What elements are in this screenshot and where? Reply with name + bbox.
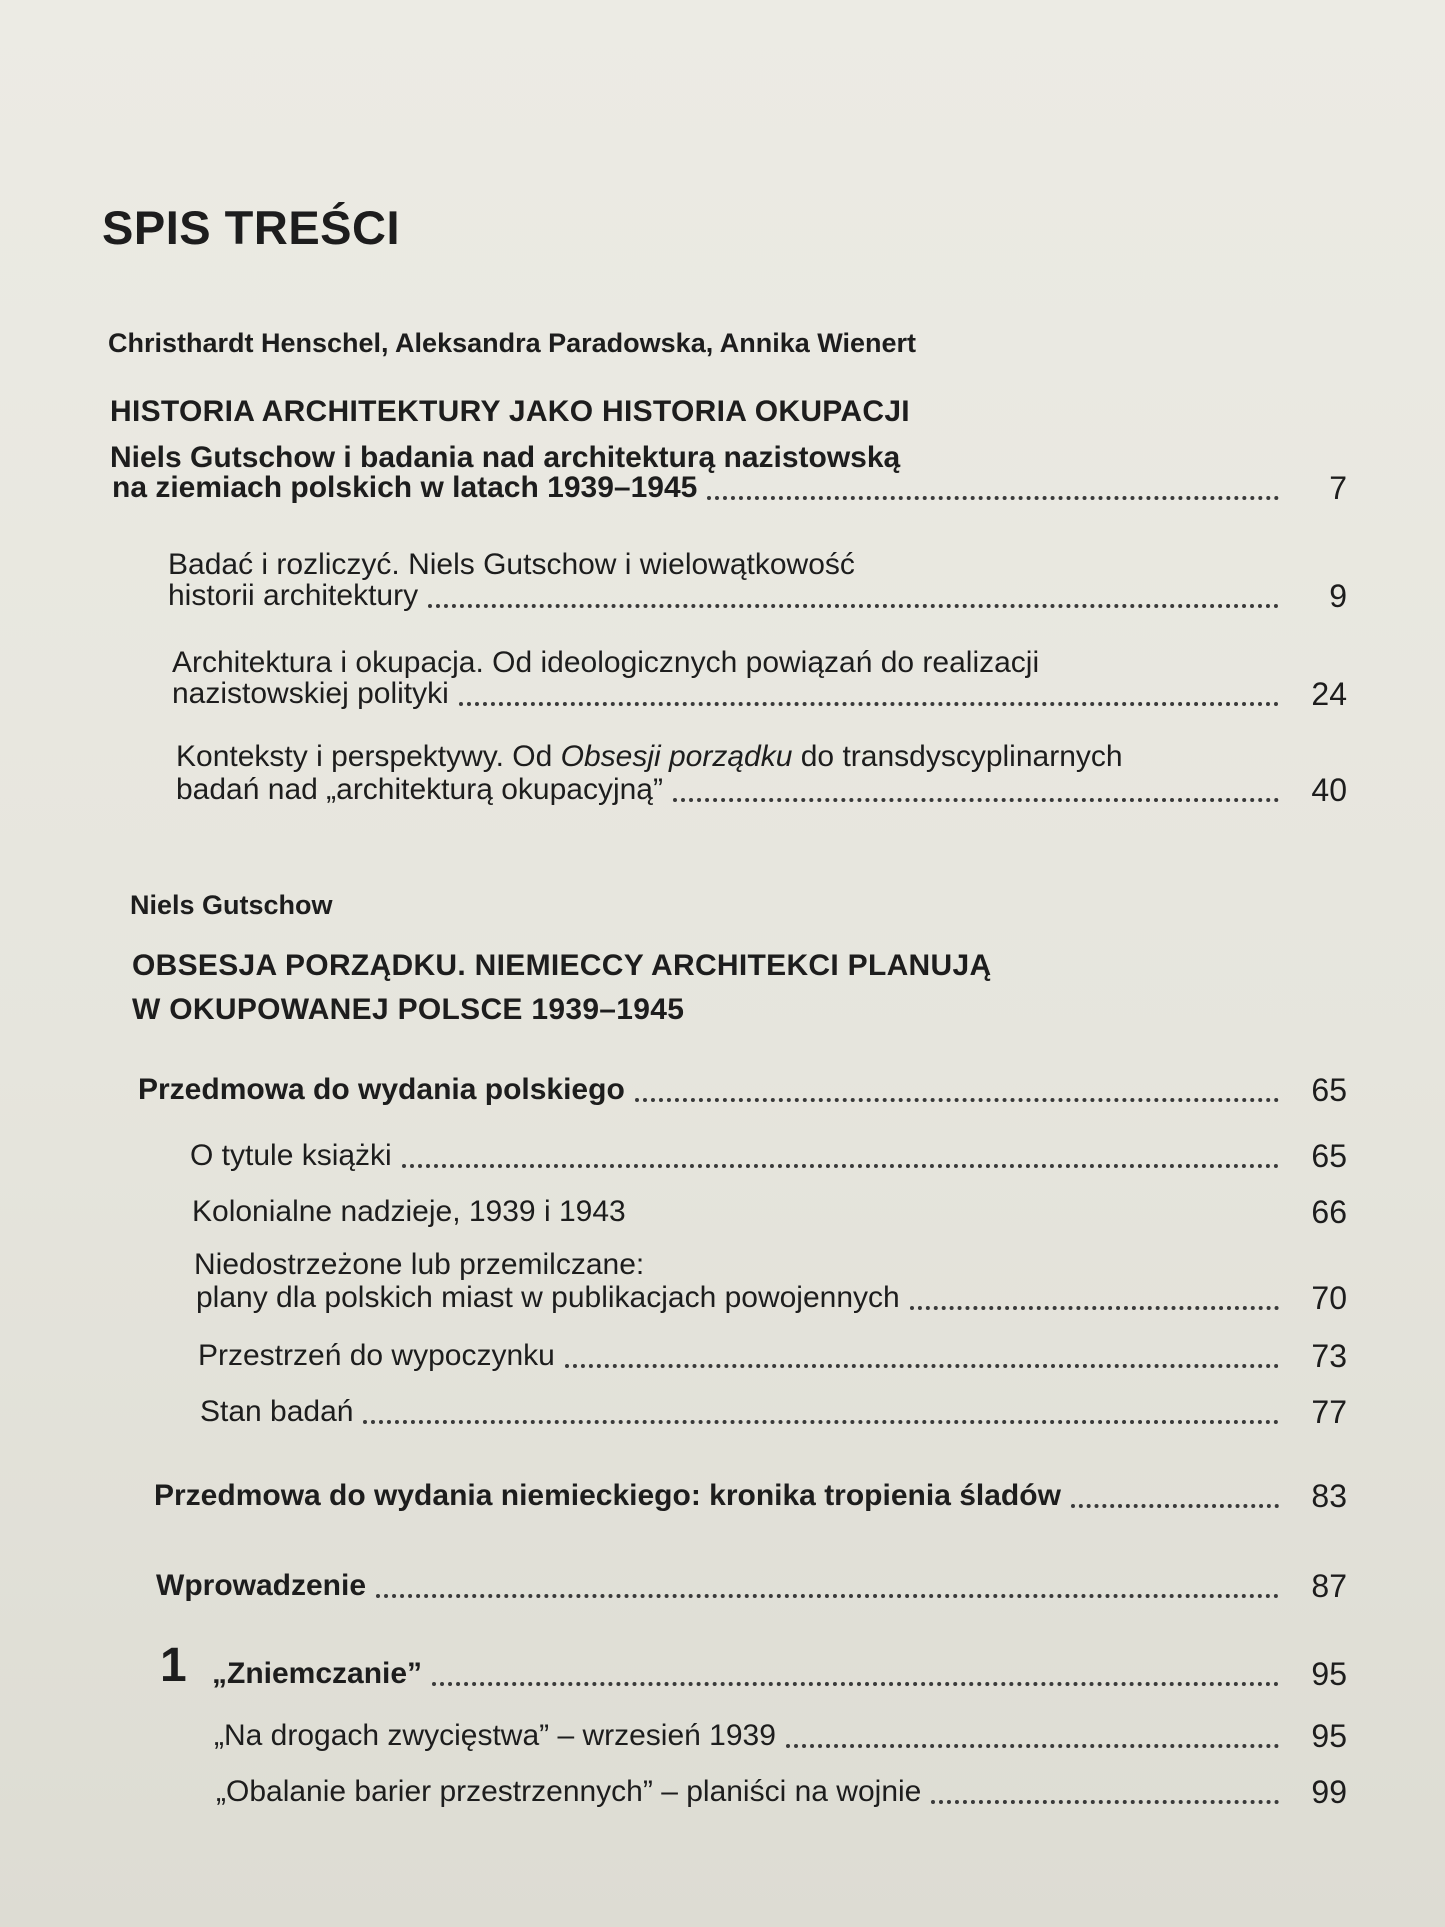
page-number: 40	[1311, 772, 1347, 808]
page-title: SPIS TREŚCI	[102, 201, 401, 254]
part1-heading: HISTORIA ARCHITEKTURY JAKO HISTORIA OKUPACJI	[110, 395, 910, 428]
dot-leader	[402, 1164, 1279, 1168]
dot-leader	[376, 1594, 1279, 1598]
page-number: 77	[1311, 1394, 1347, 1430]
dot-leader	[707, 496, 1279, 500]
entry-text: Przedmowa do wydania polskiego	[138, 1073, 625, 1106]
page-number: 24	[1311, 676, 1347, 712]
page-number: 99	[1311, 1774, 1347, 1810]
page-number: 65	[1311, 1138, 1347, 1174]
toc-entry-chapter1[interactable]	[212, 1652, 1347, 1696]
dot-leader	[635, 1098, 1279, 1102]
entry-text: Stan badań	[200, 1395, 354, 1428]
toc-entry-row	[196, 1276, 1347, 1320]
entry-text: Wprowadzenie	[156, 1569, 367, 1602]
page-number: 66	[1311, 1194, 1347, 1230]
page-number: 65	[1311, 1072, 1347, 1108]
entry-text: „Na drogach zwycięstwa” – wrzesień 1939	[214, 1719, 776, 1752]
entry-text-line2: badań nad „architekturą okupacyjną”	[176, 773, 663, 806]
page-number: 7	[1329, 470, 1347, 506]
part1-subheading-line1: Niels Gutschow i badania nad architekturą nazistowską	[110, 441, 901, 474]
part2-heading-line1: OBSESJA PORZĄDKU. NIEMIECCY ARCHITEKCI PLANUJĄ	[132, 949, 992, 982]
toc-entry[interactable]	[200, 1390, 1347, 1434]
page-number: 87	[1311, 1568, 1347, 1604]
entry-text: „Zniemczanie”	[212, 1657, 423, 1690]
dot-leader	[931, 1800, 1279, 1804]
toc-entry-intro[interactable]	[156, 1564, 1347, 1608]
dot-leader	[428, 604, 1279, 608]
dot-leader	[1071, 1504, 1279, 1508]
dot-leader	[363, 1420, 1279, 1424]
dot-leader	[565, 1364, 1279, 1368]
dot-leader	[636, 1220, 1279, 1224]
dot-leader	[459, 702, 1279, 706]
part2-author: Niels Gutschow	[130, 890, 333, 920]
part1-authors: Christhardt Henschel, Aleksandra Paradowska, Annika Wienert	[108, 328, 917, 358]
toc-entry-preface-pl[interactable]	[138, 1068, 1347, 1112]
entry-text-line1: Badać i rozliczyć. Niels Gutschow i wielowątkowość	[168, 548, 855, 581]
entry-text: Kolonialne nadzieje, 1939 i 1943	[192, 1195, 626, 1228]
entry-text-line2: historii architektury	[168, 579, 419, 612]
dot-leader	[432, 1682, 1279, 1686]
entry-text: Przedmowa do wydania niemieckiego: kronika tropienia śladów	[154, 1479, 1061, 1512]
page-number: 95	[1311, 1656, 1347, 1692]
dot-leader	[910, 1306, 1279, 1310]
entry-text-line1: Niedostrzeżone lub przemilczane:	[194, 1248, 645, 1281]
entry-text: Przestrzeń do wypoczynku	[198, 1339, 555, 1372]
toc-entry[interactable]	[214, 1714, 1347, 1758]
toc-entry-row	[176, 768, 1347, 812]
entry-text: O tytule książki	[190, 1139, 392, 1172]
toc-entry[interactable]	[216, 1770, 1347, 1814]
entry-text: „Obalanie barier przestrzennych” – planiści na wojnie	[216, 1775, 922, 1808]
page-number: 83	[1311, 1478, 1347, 1514]
entry-text-part: do transdyscyplinarnych	[792, 740, 1123, 773]
toc-entry-preface-de[interactable]	[154, 1474, 1347, 1518]
part2-heading-line2: W OKUPOWANEJ POLSCE 1939–1945	[132, 993, 685, 1026]
entry-text-line2: plany dla polskich miast w publikacjach powojennych	[196, 1281, 900, 1314]
entry-text-line2: nazistowskiej polityki	[172, 677, 449, 710]
page-number: 70	[1311, 1280, 1347, 1316]
page-number: 9	[1329, 578, 1347, 614]
part1-subheading-entry[interactable]	[112, 466, 1347, 510]
dot-leader	[673, 798, 1279, 802]
toc-entry[interactable]	[192, 1190, 1347, 1234]
entry-text-italic: Obsesji porządku	[560, 740, 793, 773]
toc-entry-row	[172, 672, 1347, 716]
part1-subheading-line2: na ziemiach polskich w latach 1939–1945	[112, 471, 698, 504]
entry-text-part: Konteksty i perspektywy. Od	[176, 740, 561, 773]
toc-entry[interactable]	[198, 1334, 1347, 1378]
toc-entry[interactable]	[190, 1134, 1347, 1178]
page-number: 95	[1311, 1718, 1347, 1754]
dot-leader	[786, 1744, 1279, 1748]
entry-text-line1: Architektura i okupacja. Od ideologicznych powiązań do realizacji	[172, 646, 1040, 679]
chapter-number: 1	[160, 1639, 187, 1692]
toc-entry-row	[168, 574, 1347, 618]
page-number: 73	[1311, 1338, 1347, 1374]
